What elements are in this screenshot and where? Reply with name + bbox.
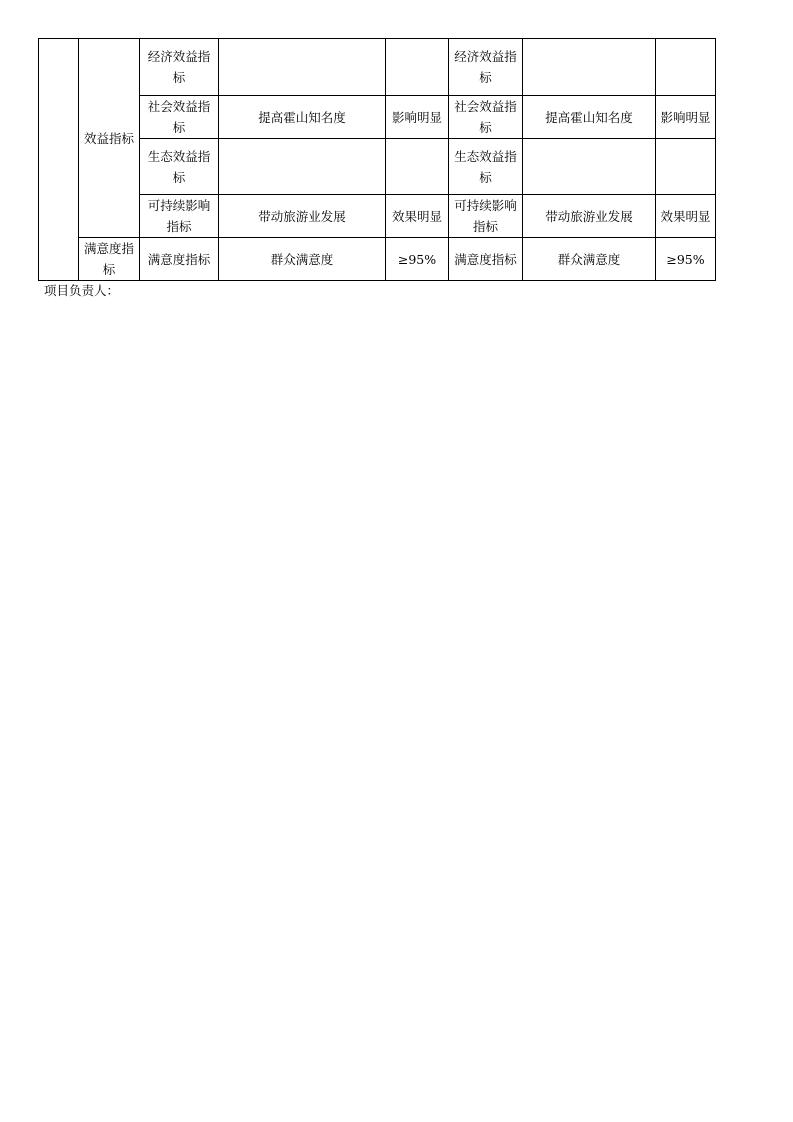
metric-label: 满意度指标 <box>147 251 211 267</box>
metric-cell-2 <box>449 238 523 281</box>
performance-indicator-table <box>38 38 716 281</box>
content-label: 提高霍山知名度 <box>258 109 346 125</box>
value-cell <box>386 238 449 281</box>
content-label: 带动旅游业发展 <box>258 208 346 224</box>
metric-label: 社会效益指标 <box>147 99 211 135</box>
value-cell-2 <box>656 39 716 96</box>
metric-label-2: 社会效益指标 <box>454 99 517 135</box>
value-label: 效果明显 <box>391 208 442 224</box>
value-cell <box>386 39 449 96</box>
table-row <box>39 96 716 139</box>
metric-cell-2 <box>449 139 523 195</box>
benefit-category-cell <box>79 39 140 238</box>
metric-cell-2 <box>449 96 523 139</box>
value-label-2: 效果明显 <box>660 208 711 224</box>
table-row <box>39 39 716 96</box>
table-row <box>39 139 716 195</box>
benefit-category-label: 效益指标 <box>83 130 134 146</box>
metric-label-2: 可持续影响指标 <box>454 198 517 234</box>
satisfaction-category-cell <box>79 238 140 281</box>
value-cell-2 <box>656 238 716 281</box>
metric-cell <box>140 238 219 281</box>
value-cell <box>386 139 449 195</box>
metric-cell-2 <box>449 195 523 238</box>
content-cell-2 <box>523 139 656 195</box>
content-cell <box>219 96 386 139</box>
content-cell <box>219 195 386 238</box>
content-label-2: 提高霍山知名度 <box>545 109 633 125</box>
content-cell-2 <box>523 39 656 96</box>
metric-label: 生态效益指标 <box>147 148 211 185</box>
value-label: 影响明显 <box>391 109 442 125</box>
content-cell <box>219 39 386 96</box>
content-label-2: 群众满意度 <box>557 251 621 267</box>
value-cell-2 <box>656 96 716 139</box>
value-cell-2 <box>656 195 716 238</box>
project-leader-label: 项目负责人： <box>44 283 120 298</box>
table-row <box>39 195 716 238</box>
content-cell <box>219 238 386 281</box>
value-cell-2 <box>656 139 716 195</box>
metric-label-2: 经济效益指标 <box>454 49 517 85</box>
content-cell <box>219 139 386 195</box>
value-label: ≥95% <box>397 251 437 267</box>
value-label-2: ≥95% <box>666 251 705 267</box>
metric-cell-2 <box>449 39 523 96</box>
metric-label-2: 满意度指标 <box>454 251 517 267</box>
satisfaction-category-label: 满意度指标 <box>83 241 134 277</box>
content-cell-2 <box>523 96 656 139</box>
metric-label-2: 生态效益指标 <box>454 148 517 185</box>
content-cell-2 <box>523 195 656 238</box>
value-cell <box>386 96 449 139</box>
metric-cell <box>140 96 219 139</box>
metric-cell <box>140 39 219 96</box>
content-cell-2 <box>523 238 656 281</box>
content-label: 群众满意度 <box>270 251 334 267</box>
metric-label: 可持续影响指标 <box>147 198 211 234</box>
content-label-2: 带动旅游业发展 <box>545 208 633 224</box>
metric-label: 经济效益指标 <box>147 49 211 85</box>
metric-cell <box>140 139 219 195</box>
value-cell <box>386 195 449 238</box>
table-row <box>39 238 716 281</box>
outer-blank-cell <box>39 39 79 281</box>
metric-cell <box>140 195 219 238</box>
value-label-2: 影响明显 <box>660 109 711 125</box>
